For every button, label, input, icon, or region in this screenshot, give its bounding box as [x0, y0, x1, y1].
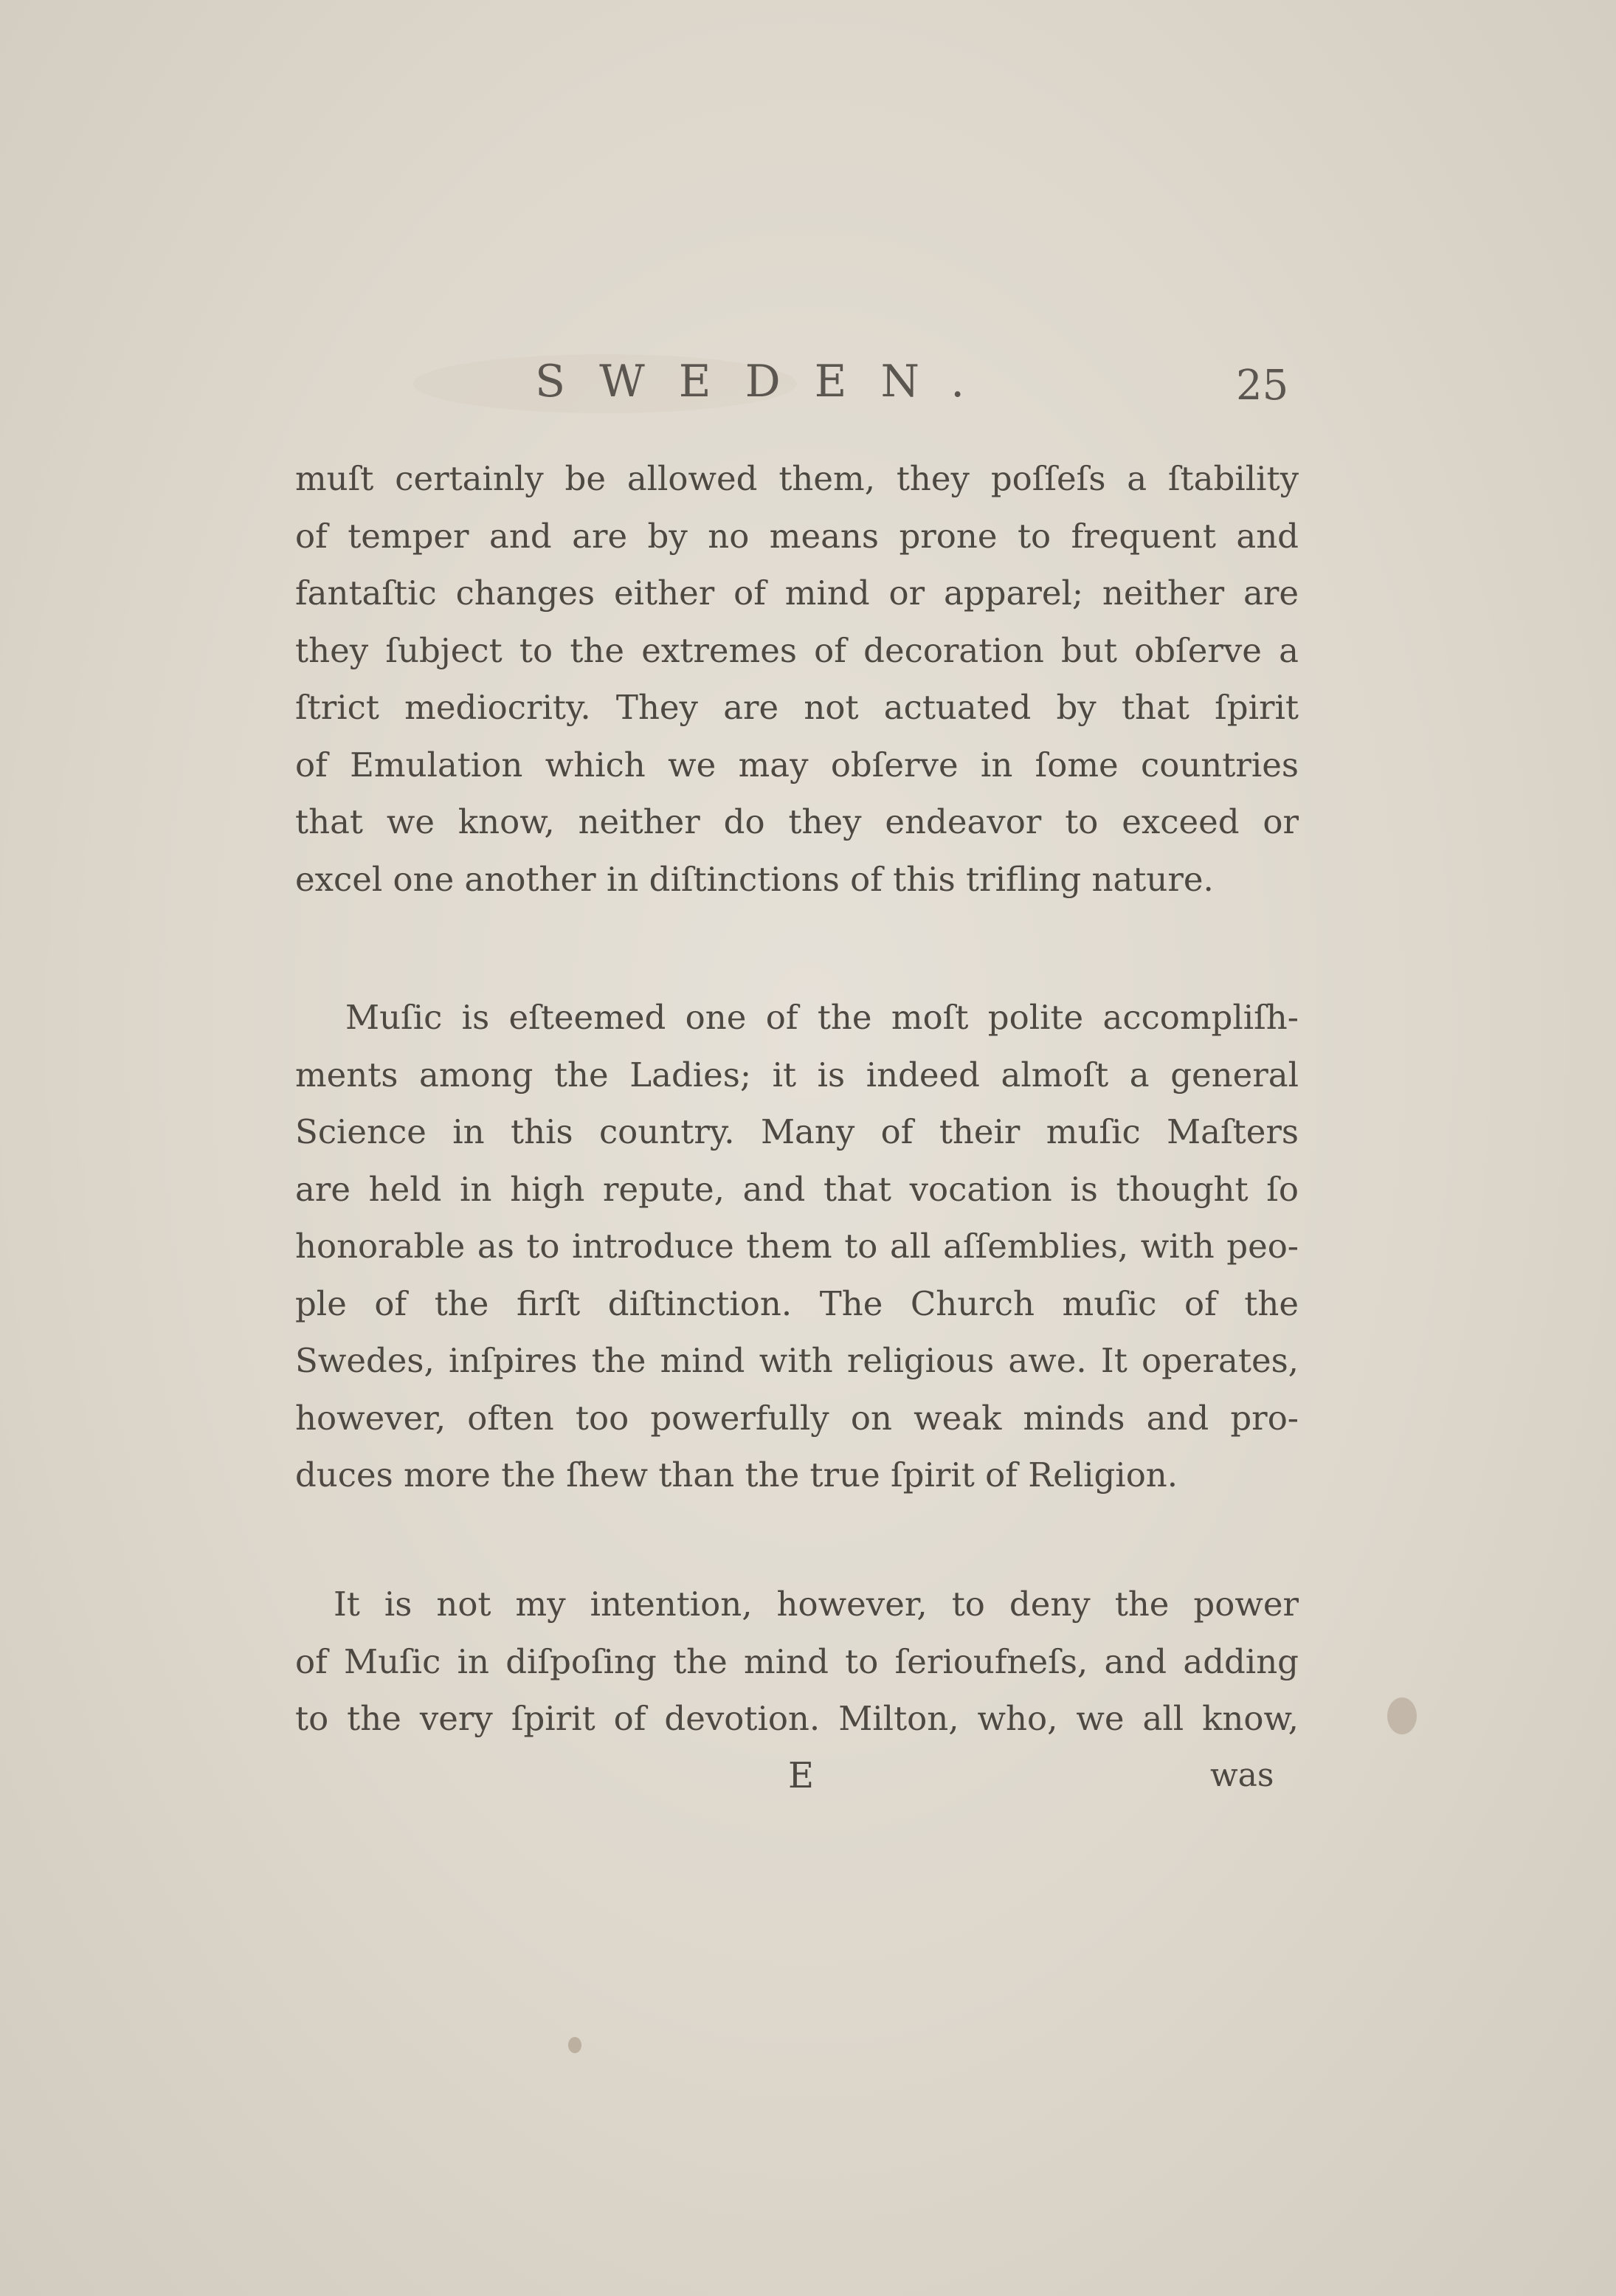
text-line: fantaſtic changes either of mind or apparel; neither are — [295, 573, 1299, 613]
paragraph-1 — [295, 450, 1299, 908]
paper-stain — [1387, 1697, 1417, 1734]
text-line: Science in this country. Many of their muſic Maſters — [295, 1112, 1299, 1151]
text-line: It is not my intention, however, to deny the power — [334, 1585, 1299, 1624]
page-number: 25 — [1236, 362, 1289, 410]
paper-stain — [568, 2037, 581, 2053]
text-line: ments among the Ladies; it is indeed almoſt a general — [295, 1055, 1299, 1094]
text-line: however, often too powerfully on weak minds and pro- — [295, 1398, 1299, 1438]
text-line: that we know, neither do they endeavor to exceed or — [295, 802, 1299, 841]
text-line: to the very ſpirit of devotion. Milton, who, we all know, — [295, 1699, 1299, 1738]
text-line: of Muſic in diſpoſing the mind to ſerioufneſs, and adding — [295, 1641, 1299, 1681]
text-line: are held in high repute, and that vocation is thought ſo — [295, 1169, 1299, 1209]
text-line: ſtrict mediocrity. They are not actuated by that ſpirit — [295, 688, 1299, 727]
paragraph-3 — [295, 1576, 1299, 1748]
text-line: Muſic is eſteemed one of the moſt polite accompliſh- — [345, 998, 1299, 1037]
text-line: Swedes, inſpires the mind with religious awe. It operates, — [295, 1341, 1299, 1380]
signature-mark: E — [788, 1755, 815, 1796]
text-line: ple of the firſt diſtinction. The Church muſic of the — [295, 1283, 1299, 1323]
catchword: was — [1210, 1757, 1274, 1794]
text-line: duces more the ſhew than the true ſpirit of Religion. — [295, 1455, 1178, 1495]
text-line: of Emulation which we may obſerve in ſome countries — [295, 745, 1299, 785]
text-line: they ſubject to the extremes of decoration but obſerve a — [295, 630, 1299, 670]
text-line: of temper and are by no means prone to frequent and — [295, 516, 1299, 556]
text-line: honorable as to introduce them to all aſſemblies, with peo- — [295, 1227, 1299, 1266]
running-head — [295, 356, 1299, 422]
paragraph-2 — [295, 989, 1299, 1504]
text-line: muſt certainly be allowed them, they poſſeſs a ſtability — [295, 459, 1299, 498]
running-title: SWEDEN. — [535, 356, 999, 407]
text-line: excel one another in diſtinctions of this trifling nature. — [295, 859, 1214, 899]
